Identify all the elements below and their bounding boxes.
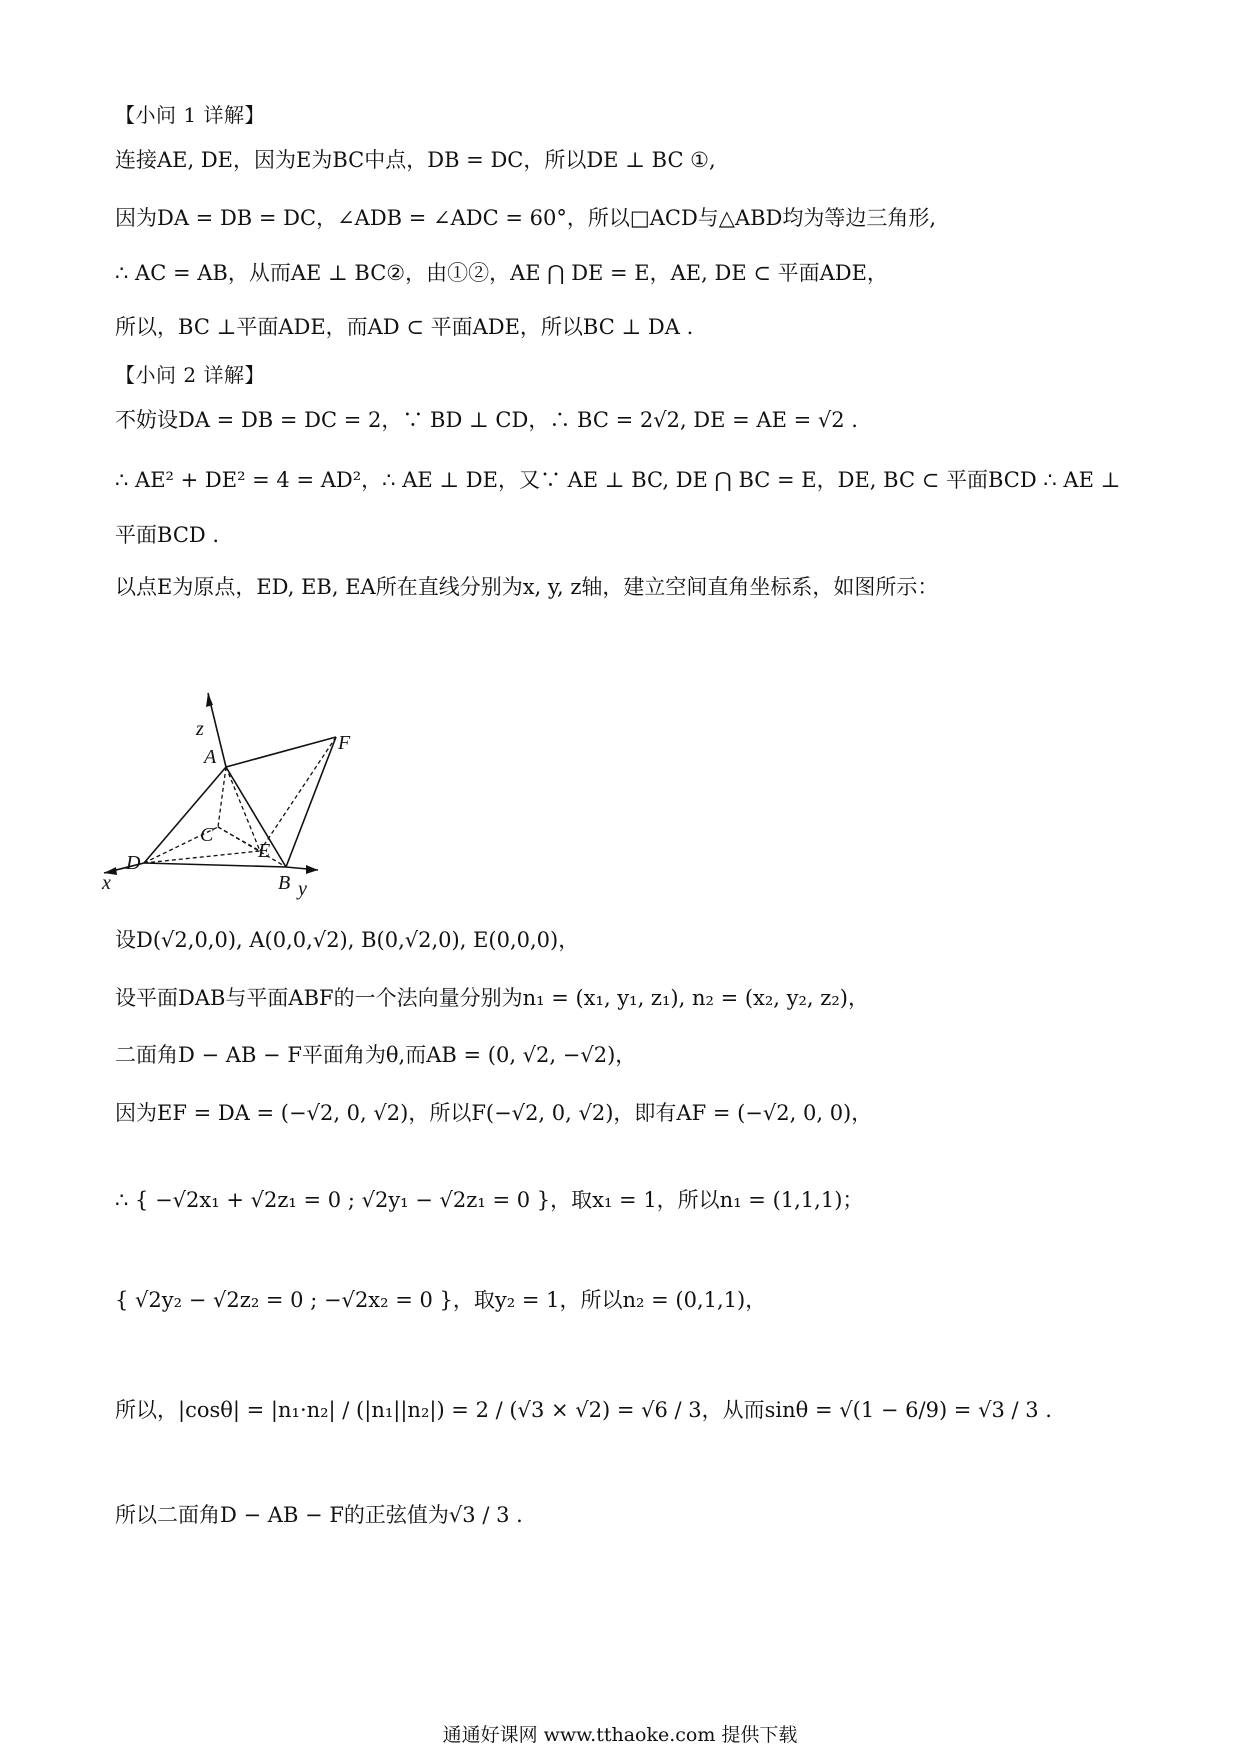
- part2-calc-4: 因为EF = DA = (−√2, 0, √2)，所以F(−√2, 0, √2)，即有AF = (−√2, 0, 0)，: [115, 1101, 873, 1125]
- coordinate-figure: [100, 685, 420, 905]
- part1-heading: 【小问 1 详解】: [115, 103, 265, 127]
- label-F: F: [338, 732, 351, 754]
- label-z: z: [196, 718, 204, 740]
- footer-watermark: 通通好课网 www.tthaoke.com 提供下载: [442, 1724, 798, 1746]
- part2-line-4: 以点E为原点，ED, EB, EA所在直线分别为x, y, z轴，建立空间直角坐标系，如图所示：: [115, 575, 939, 599]
- part1-line-1: 连接AE, DE，因为E为BC中点，DB = DC，所以DE ⊥ BC ①,: [115, 148, 716, 172]
- part2-line-3: 平面BCD .: [115, 523, 220, 547]
- part2-calc-1: 设D(√2,0,0), A(0,0,√2), B(0,√2,0), E(0,0,0)，: [115, 928, 580, 952]
- part1-line-4: 所以，BC ⊥平面ADE，而AD ⊂ 平面ADE，所以BC ⊥ DA .: [115, 315, 694, 339]
- part2-calc-3: 二面角D − AB − F平面角为θ,而AB = (0, √2, −√2)，: [115, 1043, 637, 1067]
- label-B: B: [278, 872, 291, 894]
- label-y: y: [298, 878, 307, 900]
- part2-calc-6: { √2y₂ − √2z₂ = 0 ; −√2x₂ = 0 }，取y₂ = 1，所以n₂ = (0,1,1)，: [115, 1288, 767, 1312]
- part2-calc-5: ∴ { −√2x₁ + √2z₁ = 0 ; √2y₁ − √2z₁ = 0 }，取x₁ = 1，所以n₁ = (1,1,1)；: [115, 1188, 864, 1212]
- part2-line-1: 不妨设DA = DB = DC = 2，∵ BD ⊥ CD，∴ BC = 2√2, DE = AE = √2 .: [115, 408, 858, 432]
- part1-line-3: ∴ AC = AB，从而AE ⊥ BC②，由①②，AE ⋂ DE = E，AE, DE ⊂ 平面ADE，: [115, 261, 888, 285]
- label-x: x: [102, 872, 111, 894]
- label-C: C: [200, 824, 214, 846]
- label-E: E: [258, 840, 271, 862]
- part2-calc-2: 设平面DAB与平面ABF的一个法向量分别为n₁ = (x₁, y₁, z₁), n₂ = (x₂, y₂, z₂)，: [115, 986, 869, 1010]
- part2-calc-8: 所以二面角D − AB − F的正弦值为√3 / 3 .: [115, 1503, 523, 1527]
- label-D: D: [126, 852, 141, 874]
- part2-line-2: ∴ AE² + DE² = 4 = AD²，∴ AE ⊥ DE，又∵ AE ⊥ BC, DE ⋂ BC = E，DE, BC ⊂ 平面BCD ∴ AE ⊥: [115, 468, 1121, 492]
- label-A: A: [204, 746, 217, 768]
- part2-heading: 【小问 2 详解】: [115, 363, 265, 387]
- part1-line-2: 因为DA = DB = DC，∠ADB = ∠ADC = 60°，所以□ACD与△ABD均为等边三角形,: [115, 206, 937, 230]
- part2-calc-7: 所以，|cosθ| = |n₁·n₂| / (|n₁||n₂|) = 2 / (√3 × √2) = √6 / 3，从而sinθ = √(1 − 6/9) = √3 / 3 .: [115, 1398, 1052, 1422]
